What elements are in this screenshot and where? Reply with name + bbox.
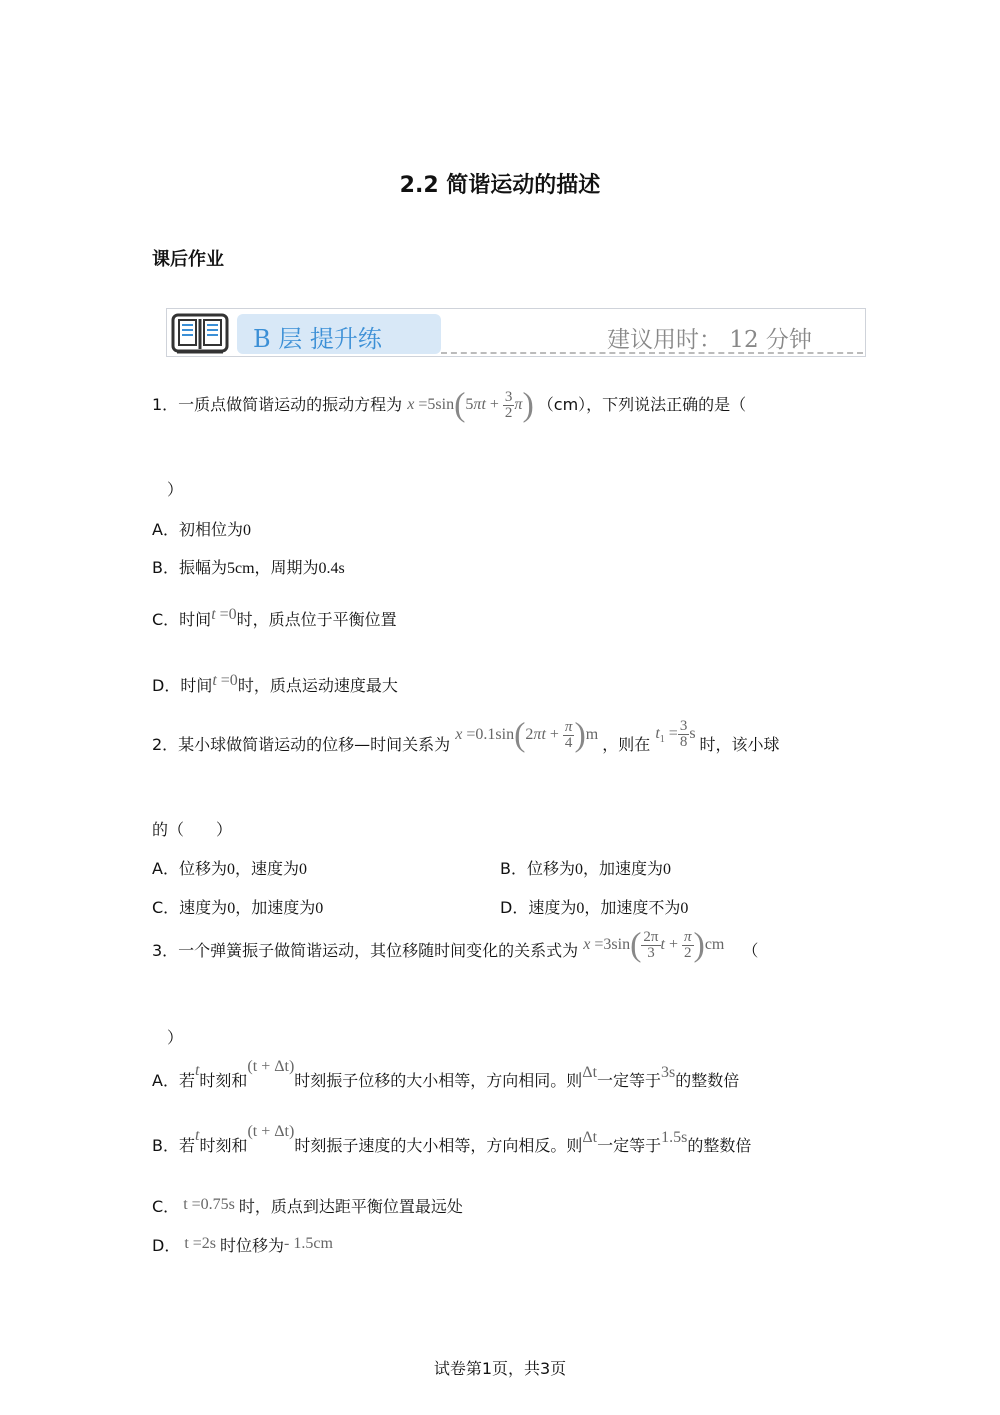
question-2-line2: 的（ ）	[152, 820, 233, 839]
q2-option-d[interactable]: D．速度为0，加速度不为0	[500, 898, 689, 917]
q3-option-b[interactable]: B．若t时刻和(t + Δt)时刻振子速度的大小相等，方向相反。则Δt一定等于1.5s的整数倍	[152, 1123, 752, 1155]
question-2-time: $t_1$ = $\frac{3}{8}$ s	[655, 718, 696, 751]
q2-option-a[interactable]: A．位移为0，速度为0	[152, 859, 307, 878]
level-label: B 层 提升练	[253, 325, 382, 353]
q1-option-c[interactable]: C．时间t =0时，质点位于平衡位置	[152, 606, 397, 629]
time-label: 建议用时： 12 分钟	[607, 327, 812, 353]
page-footer: 试卷第1页，共3页	[433, 1359, 567, 1378]
q3-option-c[interactable]: C． t =0.75s 时，质点到达距平衡位置最远处	[152, 1196, 463, 1216]
question-3-close: ）	[167, 1028, 184, 1047]
page-title: 2.2 简谐运动的描述	[399, 173, 601, 198]
question-2: 2．某小球做简谐运动的位移—时间关系为 x =0.1sin(2πt + $\frac{\pi}{4}$ )m ，则在 $t_1$ = $\frac{3}{8}$ s 时，该小球	[152, 716, 780, 754]
question-2-equation: x =0.1sin(2πt + $\frac{\pi}{4}$ )m	[455, 716, 599, 753]
question-1-close: ）	[167, 480, 184, 499]
level-banner	[166, 308, 866, 357]
q3-option-d[interactable]: D． t =2s 时位移为- 1.5cm	[152, 1235, 333, 1255]
question-1-suffix: （cm），下列说法正确的是（	[537, 395, 747, 414]
book-icon	[169, 311, 231, 359]
question-3-equation: x =3sin( $\frac{2\pi}{3}$ t + $\frac{\pi}{2}$ )cm	[583, 926, 725, 963]
q1-option-d[interactable]: D．时间t =0时，质点运动速度最大	[152, 672, 398, 695]
q1-option-b[interactable]: B．振幅为5cm，周期为0.4s	[152, 558, 345, 577]
section-heading: 课后作业	[152, 249, 224, 270]
question-1	[152, 388, 746, 422]
q2-option-b[interactable]: B．位移为0，加速度为0	[500, 859, 671, 878]
question-1-text: 1．一质点做简谐运动的振动方程为	[152, 395, 403, 414]
q3-option-a[interactable]: A．若t时刻和(t + Δt)时刻振子位移的大小相等，方向相同。则Δt一定等于3s的整数倍	[152, 1058, 740, 1090]
q2-option-c[interactable]: C．速度为0，加速度为0	[152, 898, 324, 917]
q1-option-a[interactable]: A．初相位为0	[152, 520, 251, 539]
question-3: 3．一个弹簧振子做简谐运动，其位移随时间变化的关系式为 x =3sin( $\frac{2\pi}{3}$ t + $\frac{\pi}{2}$ )cm （	[152, 926, 759, 963]
question-1-equation: x =5sin(5πt + $\frac{3}{2}$ π)	[407, 386, 534, 423]
